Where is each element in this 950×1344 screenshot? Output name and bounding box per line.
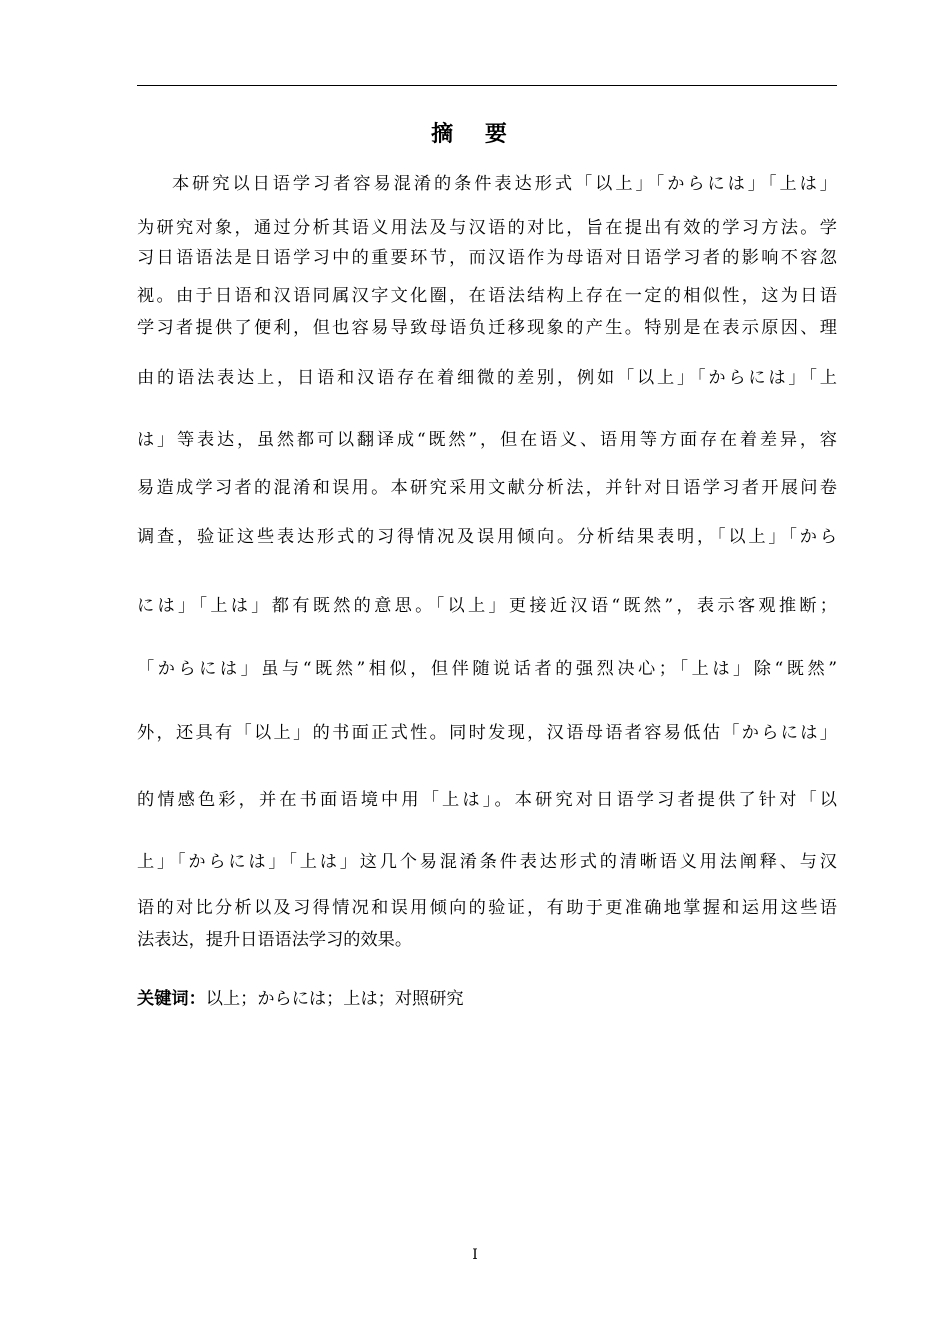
abstract-line: 调查，验证这些表达形式的习得情况及误用倾向。分析结果表明，「以上」「から xyxy=(137,527,837,547)
abstract-line: 法表达，提升日语语法学习的效果。 xyxy=(137,930,413,950)
abstract-line: 本研究以日语学习者容易混淆的条件表达形式「以上」「からには」「上は」 xyxy=(172,174,837,194)
abstract-line: は」等表达，虽然都可以翻译成“既然”，但在语义、语用等方面存在着差异，容 xyxy=(137,430,837,450)
abstract-line: 学习者提供了便利，但也容易导致母语负迁移现象的产生。特别是在表示原因、理 xyxy=(137,318,837,338)
abstract-line: には」「上は」都有既然的意思。「以上」更接近汉语“既然”，表示客观推断； xyxy=(137,596,837,616)
abstract-line: 「からには」虽与“既然”相似，但伴随说话者的强烈决心；「上は」除“既然” xyxy=(137,659,837,679)
keywords-value: 以上；からには；上は；对照研究 xyxy=(205,989,464,1009)
keywords xyxy=(137,984,464,1014)
abstract-line: 语的对比分析以及习得情况和误用倾向的验证，有助于更准确地掌握和运用这些语 xyxy=(137,898,837,918)
abstract-line: 习日语语法是日语学习中的重要环节，而汉语作为母语对日语学习者的影响不容忽 xyxy=(137,248,837,268)
abstract-line: 为研究对象，通过分析其语义用法及与汉语的对比，旨在提出有效的学习方法。学 xyxy=(137,218,837,238)
abstract-line: 外，还具有「以上」的书面正式性。同时发现，汉语母语者容易低估「からには」 xyxy=(137,723,837,743)
keywords-label: 关键词： xyxy=(137,989,206,1009)
page-title: 摘 要 xyxy=(431,122,519,147)
abstract-line: 视。由于日语和汉语同属汉字文化圈，在语法结构上存在一定的相似性，这为日语 xyxy=(137,286,837,306)
abstract-line: 易造成学习者的混淆和误用。本研究采用文献分析法，并针对日语学习者开展问卷 xyxy=(137,478,837,498)
abstract-line: 的情感色彩，并在书面语境中用「上は」。本研究对日语学习者提供了针对「以 xyxy=(137,790,837,810)
abstract-line: 上」「からには」「上は」这几个易混淆条件表达形式的清晰语义用法阐释、与汉 xyxy=(137,852,837,872)
header-rule xyxy=(137,85,837,86)
page-number: I xyxy=(472,1247,478,1263)
abstract-line: 由的语法表达上，日语和汉语存在着细微的差别，例如「以上」「からには」「上 xyxy=(137,368,837,388)
